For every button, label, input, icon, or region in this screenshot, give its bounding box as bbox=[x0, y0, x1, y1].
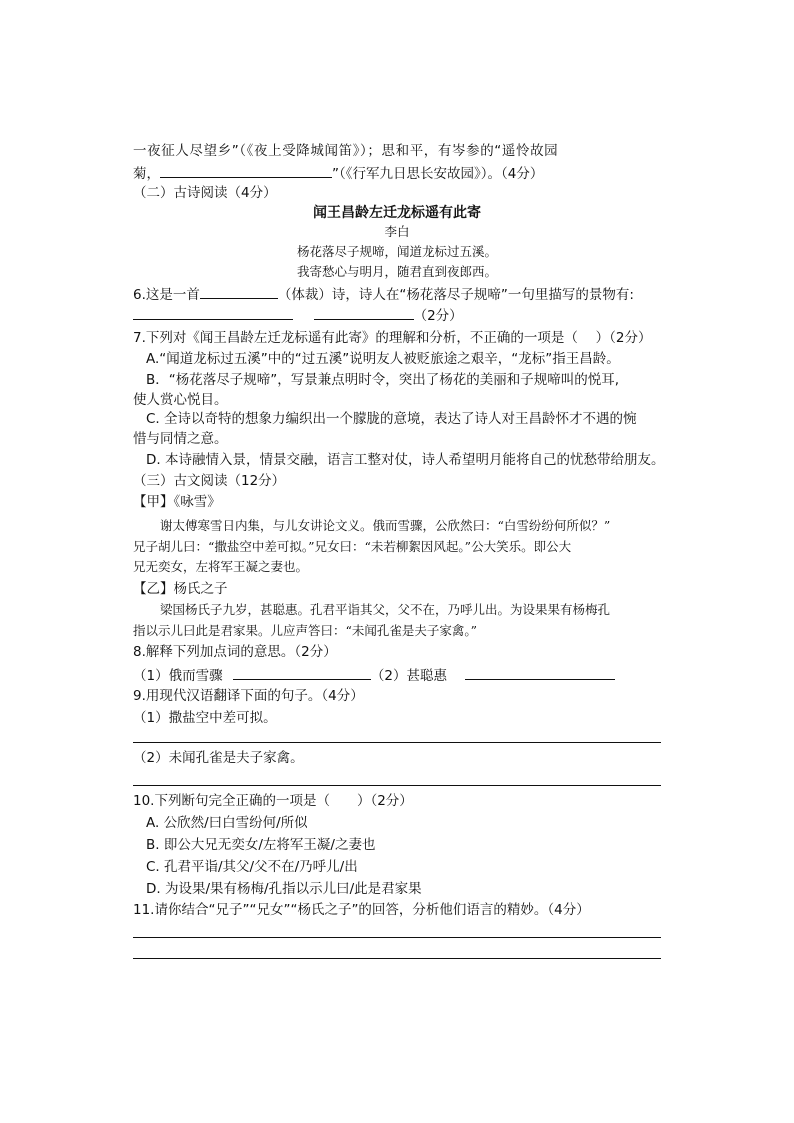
option-b: B. 即公大兄无奕女/左将军王凝/之妻也 bbox=[146, 837, 376, 853]
text-line bbox=[133, 163, 543, 183]
option-c-cont: 惜与同情之意。 bbox=[133, 431, 228, 447]
option-a: A. 公欣然/曰白雪纷何/所似 bbox=[146, 815, 308, 831]
question-9-stem: 9.用现代汉语翻译下面的句子。（4分） bbox=[133, 688, 364, 704]
answer-blank[interactable] bbox=[233, 665, 371, 680]
question-6-answer bbox=[133, 305, 463, 325]
option-b-cont: 使人赏心悦目。 bbox=[133, 392, 228, 408]
poem-line: 我寄愁心与明月，随君直到夜郎西。 bbox=[296, 264, 497, 279]
passage-line: 兄子胡儿曰：“撒盐空中差可拟。”兄女曰：“未若柳絮因风起。”公大笑乐。即公大 bbox=[133, 539, 572, 554]
option-c: C. 孔君平诣/其父/父不在/乃呼儿/出 bbox=[146, 859, 358, 875]
text-fragment: （2）甚聪惠 bbox=[370, 668, 447, 684]
poem-title: 闻王昌龄左迁龙标遥有此寄 bbox=[313, 205, 481, 221]
answer-blank[interactable] bbox=[160, 163, 332, 178]
answer-line[interactable] bbox=[133, 958, 661, 959]
passage-line: 指以示儿曰此是君家果。儿应声答曰：“未闻孔雀是夫子家禽。” bbox=[133, 623, 478, 638]
question-10-stem: 10.下列断句完全正确的一项是（ ）（2分） bbox=[133, 793, 413, 809]
text-fragment: 6.这是一首 bbox=[133, 287, 200, 303]
answer-line[interactable] bbox=[133, 742, 661, 743]
answer-blank[interactable] bbox=[200, 284, 278, 299]
passage-line: 梁国杨氏子九岁，甚聪惠。孔君平诣其父，父不在，乃呼儿出。为设果果有杨梅孔 bbox=[160, 602, 611, 617]
passage-label: 【甲】《咏雪》 bbox=[133, 494, 221, 510]
text-fragment: 菊， bbox=[133, 166, 160, 182]
text-line: 一夜征人尽望乡”（《夜上受降城闻笛》）；思和平，有岑参的“遥怜故园 bbox=[133, 143, 559, 159]
question-6 bbox=[133, 284, 634, 304]
question-11-stem: 11.请你结合“兄子”“兄女”“杨氏之子”的回答，分析他们语言的精妙。（4分） bbox=[133, 902, 590, 918]
question-9-item: （2）未闻孔雀是夫子家禽。 bbox=[133, 750, 304, 766]
passage-line: 谢太傅寒雪日内集，与儿女讲论文义。俄而雪骤，公欣然曰：“白雪纷纷何所似？” bbox=[160, 518, 611, 533]
option-d: D. 本诗融情入景，情景交融，语言工整对仗，诗人希望明月能将自己的忧愁带给朋友。 bbox=[146, 452, 665, 468]
passage-line: 兄无奕女，左将军王凝之妻也。 bbox=[133, 559, 309, 574]
answer-line[interactable] bbox=[133, 785, 661, 786]
text-fragment: （2分） bbox=[413, 308, 463, 324]
answer-blank[interactable] bbox=[133, 305, 293, 320]
question-7-stem: 7.下列对《闻王昌龄左迁龙标遥有此寄》的理解和分析，不正确的一项是（ ）（2分） bbox=[133, 330, 652, 346]
answer-line[interactable] bbox=[133, 937, 661, 938]
passage-label: 【乙】杨氏之子 bbox=[133, 581, 228, 597]
question-9-item: （1）撒盐空中差可拟。 bbox=[133, 710, 277, 726]
question-8-items bbox=[133, 665, 615, 685]
text-fragment: （体裁）诗，诗人在“杨花落尽子规啼”一句里描写的景物有: bbox=[277, 287, 634, 303]
section-heading: （三）古文阅读（12分） bbox=[133, 473, 286, 489]
text-fragment: ”（《行军九日思长安故园》）。（4分） bbox=[332, 166, 544, 182]
poem-author: 李白 bbox=[384, 224, 410, 239]
answer-blank[interactable] bbox=[314, 305, 414, 320]
question-8-stem: 8.解释下列加点词的意思。（2分） bbox=[133, 644, 337, 660]
text-fragment: （1）俄而雪骤 bbox=[133, 668, 223, 684]
option-d: D. 为设果/果有杨梅/孔指以示儿曰/此是君家果 bbox=[146, 881, 422, 897]
answer-blank[interactable] bbox=[465, 665, 615, 680]
option-c: C. 全诗以奇特的想象力编织出一个朦胧的意境，表达了诗人对王昌龄怀才不遇的惋 bbox=[146, 411, 637, 427]
poem-line: 杨花落尽子规啼，闻道龙标过五溪。 bbox=[296, 244, 497, 259]
option-b: B．“杨花落尽子规啼”，写景兼点明时令，突出了杨花的美丽和子规啼叫的悦耳, bbox=[146, 372, 620, 388]
section-heading: （二）古诗阅读（4分） bbox=[133, 185, 277, 201]
option-a: A.“闻道龙标过五溪”中的“过五溪”说明友人被贬旅途之艰辛，“龙标”指王昌龄。 bbox=[146, 351, 620, 367]
